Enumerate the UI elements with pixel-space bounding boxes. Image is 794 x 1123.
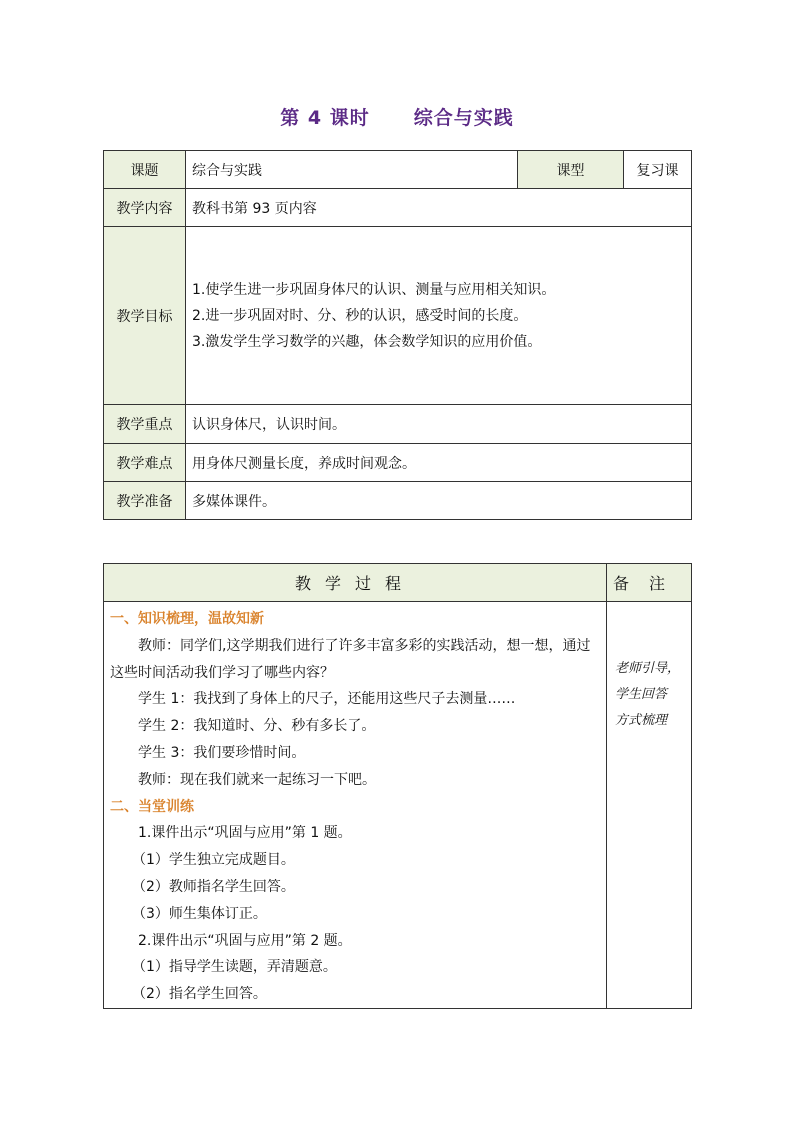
- notes-header: 备注: [607, 564, 692, 602]
- note-line: 老师引导，: [615, 661, 681, 676]
- key-value: 认识身体尺，认识时间。: [186, 405, 692, 444]
- section-title: 一、知识梳理，温故知新: [110, 611, 264, 627]
- task-step: （3）师生集体订正。: [132, 905, 267, 922]
- teacher-statement: 教师：现在我们就来一起练习一下吧。: [138, 771, 376, 788]
- difficulty-value: 用身体尺测量长度，养成时间观念。: [186, 444, 692, 482]
- objective-item: 2.进一步巩固对时、分、秒的认识，感受时间的长度。: [192, 307, 528, 324]
- objectives-label: 教学目标: [104, 227, 186, 405]
- key-label: 教学重点: [104, 405, 186, 444]
- content-value: 教科书第 93 页内容: [186, 189, 692, 227]
- lesson-info-table: [103, 150, 692, 520]
- objective-item: 3.激发学生学习数学的兴趣，体会数学知识的应用价值。: [192, 333, 542, 350]
- prep-label: 教学准备: [104, 482, 186, 520]
- prep-value: 多媒体课件。: [186, 482, 692, 520]
- type-value: 复习课: [624, 151, 692, 189]
- objectives-list: [186, 227, 692, 405]
- task-item: 2.课件出示“巩固与应用”第 2 题。: [138, 932, 352, 949]
- lesson-number: 第 4 课时: [280, 107, 370, 129]
- objective-item: 1.使学生进一步巩固身体尺的认识、测量与应用相关知识。: [192, 281, 556, 298]
- difficulty-label: 教学难点: [104, 444, 186, 482]
- notes-body: [607, 602, 692, 1009]
- content-label: 教学内容: [104, 189, 186, 227]
- task-step: （1）学生独立完成题目。: [132, 852, 295, 869]
- lesson-topic: 综合与实践: [413, 107, 514, 129]
- topic-label: 课题: [104, 151, 186, 189]
- student-answer: 学生 1：我找到了身体上的尺子，还能用这些尺子去测量……: [138, 691, 516, 708]
- process-body: [104, 602, 607, 1009]
- student-answer: 学生 3：我们要珍惜时间。: [138, 744, 306, 761]
- teaching-process-table: [103, 563, 692, 1009]
- type-label: 课型: [518, 151, 624, 189]
- process-header: 教学过程: [104, 564, 607, 602]
- task-step: （1）指导学生读题，弄清题意。: [132, 959, 337, 976]
- note-line: 方式梳理: [615, 713, 668, 728]
- task-step: （2）指名学生回答。: [132, 986, 267, 1003]
- note-line: 学生回答: [615, 687, 668, 702]
- teacher-question: 教师：同学们,这学期我们进行了许多丰富多彩的实践活动，想一想，通过这些时间活动我们学习了哪些内容？: [110, 637, 591, 681]
- topic-value: 综合与实践: [186, 151, 518, 189]
- task-item: 1.课件出示“巩固与应用”第 1 题。: [138, 825, 352, 842]
- section-title: 二、当堂训练: [110, 798, 194, 815]
- task-step: （2）教师指名学生回答。: [132, 878, 295, 895]
- student-answer: 学生 2：我知道时、分、秒有多长了。: [138, 718, 376, 735]
- page-title: [0, 103, 794, 130]
